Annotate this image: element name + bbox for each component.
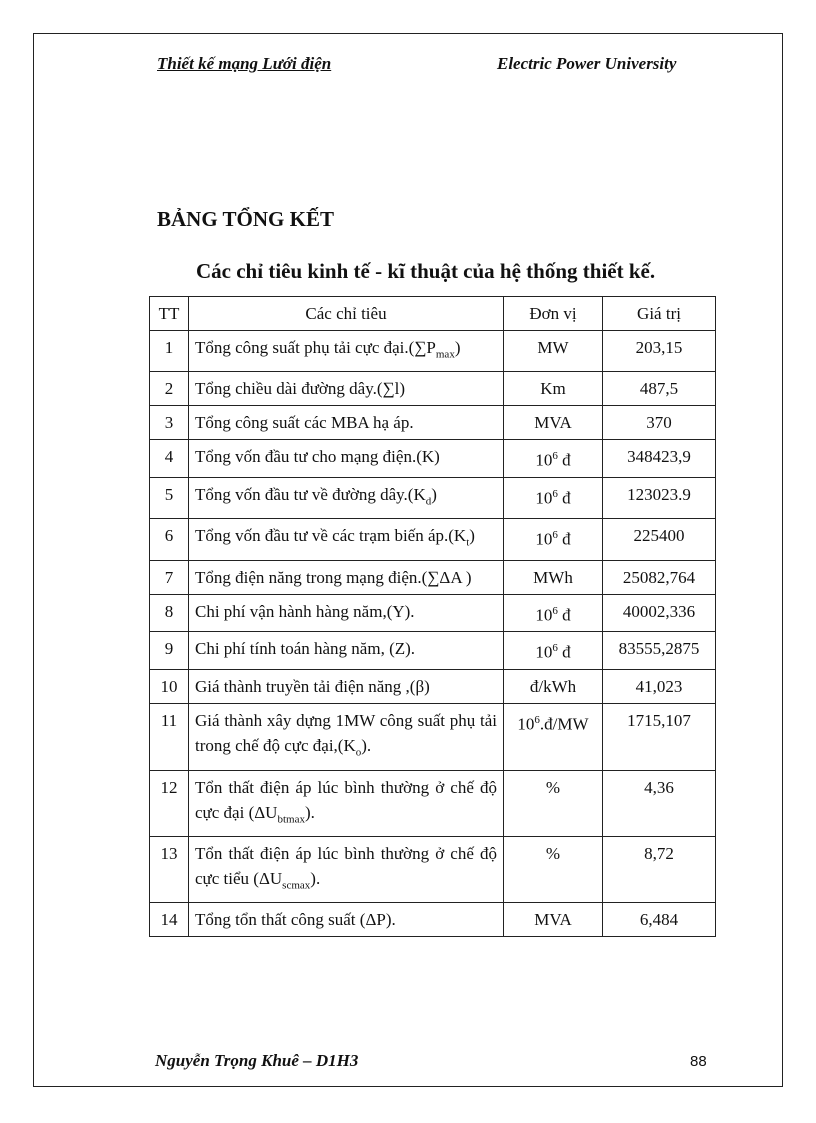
col-header-value: Giá trị [603,297,716,331]
indicator-text: Tổng vốn đầu tư về đường dây.(K [195,485,426,505]
unit-text: 10 [535,488,553,508]
unit-text: MVA [534,910,572,930]
unit-superscript: 6 [552,642,558,655]
indicator-name [189,594,504,632]
table-caption: Các chỉ tiêu kinh tế - kĩ thuật của hệ thống thiết kế. [196,259,656,283]
page-number: 88 [690,1053,707,1070]
indicator-name [189,903,504,937]
indicator-text-tail: ). [310,868,321,888]
table-header-row [150,297,716,331]
indicator-text-tail: ) [454,338,461,357]
indicator-subscript: d [425,495,432,508]
unit-cell [504,594,603,632]
unit-text: Km [540,379,566,399]
table-row [150,594,716,632]
value-cell: 1715,107 [603,704,716,770]
indicator-text: Tổng tổn thất công suất (ΔP). [195,910,396,930]
table-row [150,372,716,406]
table-row [150,519,716,560]
unit-text: MWh [533,567,573,587]
indicator-text-tail: ). [304,802,315,822]
unit-cell [504,903,603,937]
unit-text: đ/kWh [529,677,577,697]
indicator-name [189,770,504,836]
unit-superscript: 6 [552,604,558,617]
value-cell: 487,5 [603,372,716,406]
unit-cell [504,440,603,478]
value-cell: 83555,2875 [603,632,716,670]
indicator-subscript: scmax [282,879,311,892]
indicator-text: Tổng công suất các MBA hạ áp. [195,413,414,433]
indicator-subscript: t [466,536,470,549]
unit-text: 10 [517,714,535,734]
col-header-indicator: Các chỉ tiêu [189,297,504,331]
unit-text: % [545,777,561,797]
value-cell: 4,36 [603,770,716,836]
row-number: 10 [150,670,189,704]
value-cell: 40002,336 [603,594,716,632]
table-row [150,440,716,478]
unit-cell [504,836,603,902]
value-cell: 123023.9 [603,478,716,519]
unit-text: 10 [535,605,553,625]
unit-text-tail: đ [557,643,571,663]
header-university: Electric Power University [497,54,677,73]
unit-text: 10 [535,530,553,550]
indicator-text: Tổng vốn đầu tư cho mạng điện.(K) [195,447,440,467]
value-cell: 41,023 [603,670,716,704]
indicator-subscript: max [435,348,455,361]
unit-text-tail: đ [557,488,571,508]
row-number: 9 [150,632,189,670]
unit-text: 10 [535,643,553,663]
col-header-tt: TT [150,297,189,331]
indicator-subscript: o [355,746,362,759]
row-number: 7 [150,560,189,594]
summary-table [149,296,716,937]
indicator-name [189,632,504,670]
unit-cell [504,560,603,594]
table-row [150,670,716,704]
indicator-name [189,704,504,770]
indicator-name [189,836,504,902]
unit-cell [504,632,603,670]
col-header-unit: Đơn vị [504,297,603,331]
row-number: 14 [150,903,189,937]
value-cell: 6,484 [603,903,716,937]
unit-superscript: 6 [552,450,558,463]
unit-cell [504,478,603,519]
indicator-name [189,519,504,560]
unit-superscript: 6 [552,488,558,501]
indicator-text-tail: ) [431,485,437,505]
unit-text: 10 [535,451,553,471]
unit-text: MW [537,338,569,357]
unit-superscript: 6 [552,529,558,542]
page-title: BẢNG TỔNG KẾT [157,207,334,231]
unit-text: MVA [534,413,572,433]
table-row [150,836,716,902]
indicator-text: Tổn thất điện áp lúc bình thường ở chế độ cực đại (ΔU [195,777,497,822]
header-course-title: Thiết kế mạng Lưới điện [157,54,332,73]
indicator-name [189,331,504,372]
indicator-text: Giá thành truyền tải điện năng ,(β) [195,677,430,697]
indicator-text: Tổng vốn đầu tư về các trạm biến áp.(K [195,526,467,546]
unit-text-tail: đ [557,605,571,625]
unit-cell [504,670,603,704]
unit-superscript: 6 [534,714,540,727]
row-number: 8 [150,594,189,632]
indicator-text-tail: ). [361,736,372,756]
footer-author: Nguyễn Trọng Khuê – D1H3 [155,1051,359,1070]
table-row [150,903,716,937]
value-cell: 8,72 [603,836,716,902]
row-number: 2 [150,372,189,406]
indicator-text: Tổng chiều dài đường dây.(∑l) [195,379,406,399]
unit-cell [504,704,603,770]
unit-cell [504,406,603,440]
indicator-subscript: btmax [277,812,305,825]
indicator-text: Tổng điện năng trong mạng điện.(∑ΔA ) [195,567,472,587]
table-row [150,331,716,372]
indicator-text: Chi phí tính toán hàng năm, (Z). [195,639,416,659]
unit-text-tail: .đ/MW [539,714,589,734]
indicator-name [189,440,504,478]
unit-cell [504,770,603,836]
value-cell: 225400 [603,519,716,560]
indicator-name [189,372,504,406]
unit-cell [504,372,603,406]
row-number: 1 [150,331,189,372]
indicator-text: Giá thành xây dựng 1MW công suất phụ tải trong chế độ cực đại,(K [195,711,497,756]
indicator-text: Tổn thất điện áp lúc bình thường ở chế độ cực tiểu (ΔU [195,843,497,888]
table-row [150,560,716,594]
value-cell: 203,15 [603,331,716,372]
indicator-name [189,478,504,519]
row-number: 5 [150,478,189,519]
table-row [150,704,716,770]
table-row [150,770,716,836]
row-number: 12 [150,770,189,836]
row-number: 13 [150,836,189,902]
table-row [150,406,716,440]
unit-text: % [545,843,561,863]
unit-text-tail: đ [557,451,571,471]
value-cell: 370 [603,406,716,440]
indicator-text-tail: ) [469,526,475,546]
value-cell: 348423,9 [603,440,716,478]
row-number: 6 [150,519,189,560]
unit-cell [504,519,603,560]
unit-text-tail: đ [557,530,571,550]
indicator-name [189,670,504,704]
row-number: 4 [150,440,189,478]
indicator-name [189,406,504,440]
unit-cell [504,331,603,372]
row-number: 3 [150,406,189,440]
indicator-text: Chi phí vận hành hàng năm,(Y). [195,601,415,621]
indicator-name [189,560,504,594]
table-row [150,632,716,670]
value-cell: 25082,764 [603,560,716,594]
indicator-text: Tổng công suất phụ tải cực đại.(∑P [195,338,436,357]
row-number: 11 [150,704,189,770]
table-row [150,478,716,519]
